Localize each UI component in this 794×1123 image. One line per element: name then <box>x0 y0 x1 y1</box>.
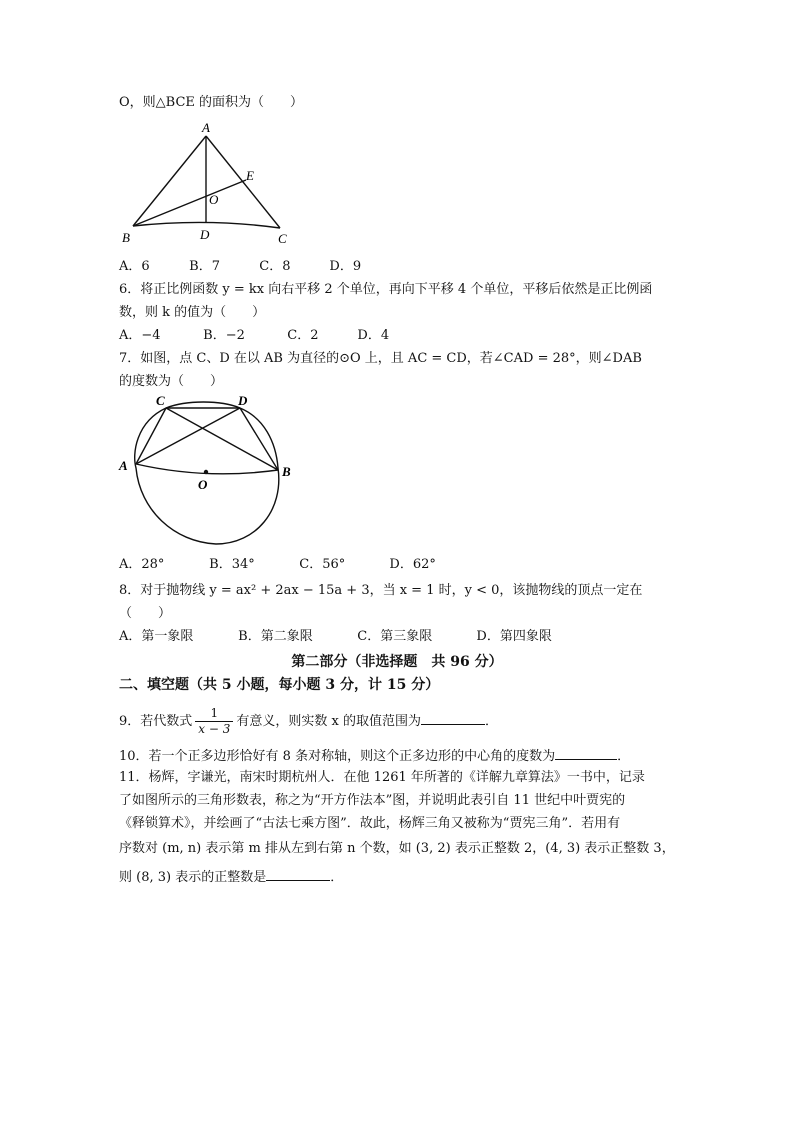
q5-option-a[interactable]: A．6 <box>119 259 150 274</box>
q10-line <box>119 746 630 766</box>
label-D: D <box>238 393 248 408</box>
q10-answer-blank[interactable] <box>555 746 617 760</box>
label-B: B <box>282 464 291 479</box>
q11-end: ． <box>330 870 344 885</box>
q8-options <box>119 628 552 646</box>
q9-answer-blank[interactable] <box>421 711 485 725</box>
label-C: C <box>278 231 287 246</box>
q6-option-a[interactable]: A．−4 <box>119 328 161 343</box>
q7-option-c[interactable]: C．56° <box>299 557 346 572</box>
q6-option-b[interactable]: B．−2 <box>203 328 245 343</box>
q5-options <box>119 258 361 276</box>
q8-line2: （ ） <box>119 606 172 621</box>
q7-options <box>119 556 436 574</box>
q5-option-d[interactable]: D．9 <box>329 259 362 274</box>
q11-line5-prefix: 则 (8, 3) 表示的正整数是 <box>119 870 267 885</box>
triangle-figure <box>118 118 308 248</box>
q11-line3: 《释锁算术》，并绘画了“古法七乘方图”．故此，杨辉三角又被称为“贾宪三角”．若用有 <box>119 816 621 831</box>
q9-end: ． <box>484 714 498 729</box>
q11-line4: 序数对 (m, n) 表示第 m 排从左到右第 n 个数，如 (3, 2) 表示正整数 2，(4, 3) 表示正整数 3， <box>119 841 675 856</box>
q11-line1: 11．杨辉，字谦光，南宋时期杭州人．在他 1261 年所著的《详解九章算法》一书中，记录 <box>119 770 645 785</box>
q11-line5 <box>119 867 343 887</box>
q11-answer-blank[interactable] <box>266 867 330 881</box>
q6-line2: 数，则 k 的值为（ ） <box>119 305 266 320</box>
q9-prefix: 9．若代数式 <box>119 714 193 729</box>
q5-option-b[interactable]: B．7 <box>189 259 220 274</box>
q7-option-a[interactable]: A．28° <box>119 557 165 572</box>
q11-line2: 了如图所示的三角形数表，称之为“开方作法本”图，并说明此表引自 11 世纪中叶贾宪的 <box>119 793 626 808</box>
q7-line2: 的度数为（ ） <box>119 374 224 389</box>
q8-option-d[interactable]: D．第四象限 <box>476 629 552 644</box>
q6-line1: 6．将正比例函数 y = kx 向右平移 2 个单位，再向下平移 4 个单位，平移后依然是正比例函 <box>119 282 653 297</box>
q7-option-d[interactable]: D．62° <box>389 557 436 572</box>
label-A: A <box>119 458 128 473</box>
q10-text: 10．若一个正多边形恰好有 8 条对称轴，则这个正多边形的中心角的度数为 <box>119 749 556 764</box>
q9-line <box>119 705 498 739</box>
q9-suffix: 有意义，则实数 x 的取值范围为 <box>236 714 421 729</box>
q9-fraction <box>195 706 233 737</box>
circle-figure <box>116 392 306 552</box>
q8-line1: 8．对于抛物线 y = ax² + 2ax − 15a + 3，当 x = 1 时，y < 0，该抛物线的顶点一定在 <box>119 583 643 598</box>
q6-options <box>119 327 389 345</box>
section2-title: 二、填空题（共 5 小题，每小题 3 分，计 15 分） <box>119 677 440 693</box>
label-D: D <box>200 227 210 242</box>
label-O: O <box>198 477 208 492</box>
q7-line1: 7．如图，点 C、D 在以 AB 为直径的⊙O 上，且 AC = CD，若∠CAD = 28°，则∠DAB <box>119 351 642 366</box>
q10-end: ． <box>617 749 631 764</box>
q8-option-a[interactable]: A．第一象限 <box>119 629 194 644</box>
q5-option-c[interactable]: C．8 <box>259 259 291 274</box>
q9-frac-num: 1 <box>195 706 233 722</box>
q9-frac-den: x − 3 <box>198 722 231 736</box>
q7-option-b[interactable]: B．34° <box>209 557 255 572</box>
label-E: E <box>246 168 254 183</box>
q8-option-c[interactable]: C．第三象限 <box>357 629 433 644</box>
q6-option-c[interactable]: C．2 <box>287 328 319 343</box>
q5-stem: O，则△BCE 的面积为（ ） <box>119 95 304 110</box>
label-C: C <box>156 393 165 408</box>
q6-option-d[interactable]: D．4 <box>357 328 390 343</box>
label-A: A <box>202 120 210 135</box>
label-O: O <box>209 192 219 207</box>
label-B: B <box>122 230 130 245</box>
part2-title: 第二部分（非选择题 共 96 分） <box>291 654 503 670</box>
q8-option-b[interactable]: B．第二象限 <box>238 629 313 644</box>
